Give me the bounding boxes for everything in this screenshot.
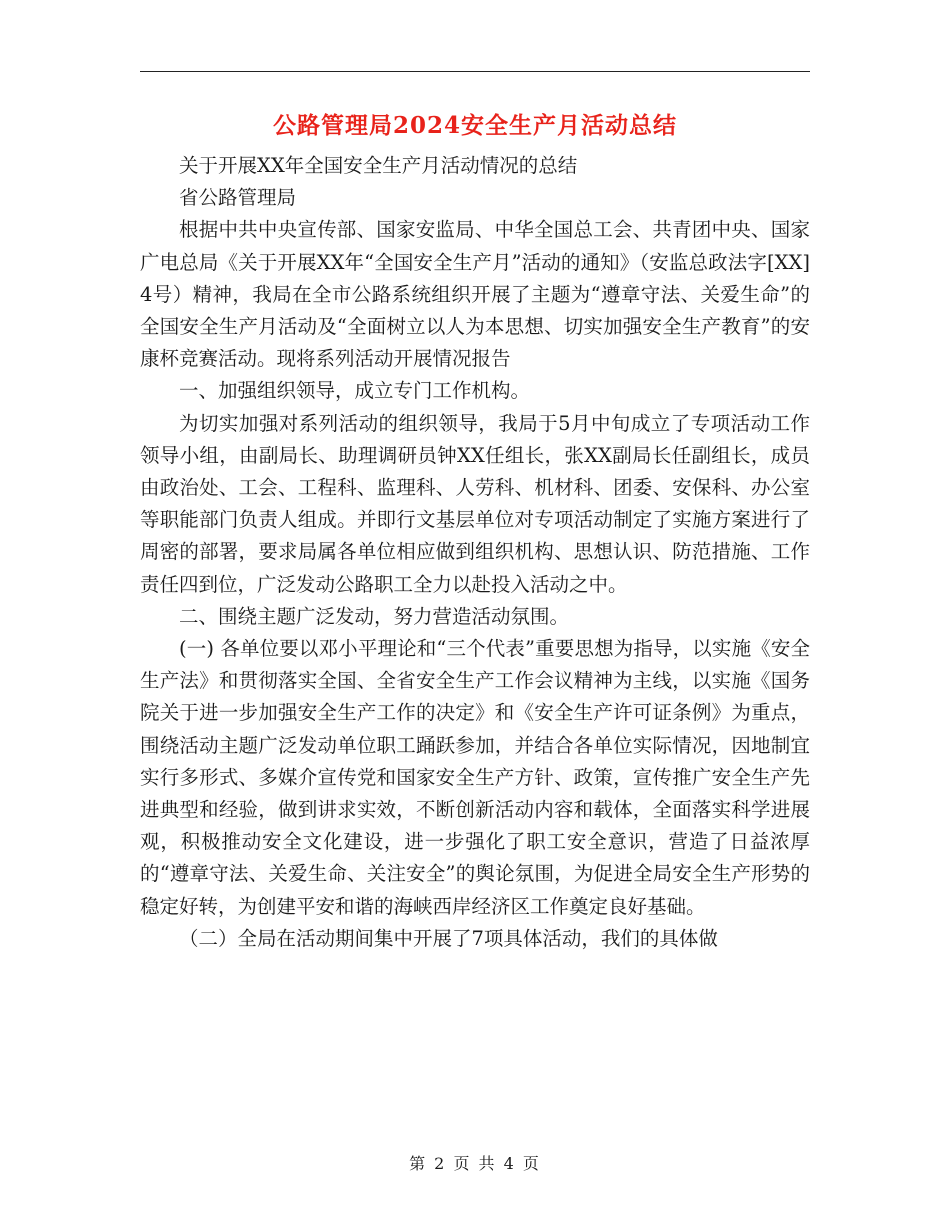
paragraph-section-2-2: （二）全局在活动期间集中开展了7项具体活动，我们的具体做 — [179, 926, 718, 950]
section-heading-1: 一、加强组织领导，成立专门工作机构。 — [179, 379, 531, 403]
document-body — [140, 150, 810, 955]
section-heading-2: 二、围绕主题广泛发动，努力营造活动氛围。 — [179, 604, 570, 628]
header-rule — [140, 71, 810, 72]
paragraph-intro: 根据中共中央宣传部、国家安监局、中华全国总工会、共青团中央、国家广电总局《关于开展XX年“全国安全生产月”活动的通知》（安监总政法字[XX]4号）精神，我局在全市公路系统组织开展了主题为“遵章守法、关爱生命”的全国安全生产月活动及“全面树立以人为本思想、切实加强安全生产教育”的安康杯竞赛活动。现将系列活动开展情况报告 — [140, 218, 810, 371]
paragraph-section-1: 为切实加强对系列活动的组织领导，我局于5月中旬成立了专项活动工作领导小组，由副局长、助理调研员钟XX任组长，张XX副局长任副组长，成员由政治处、工会、工程科、监理科、人劳科、机材科、团委、安保科、办公室等职能部门负责人组成。并即行文基层单位对专项活动制定了实施方案进行了周密的部署，要求局属各单位相应做到组织机构、思想认识、防范措施、工作责任四到位，广泛发动公路职工全力以赴投入活动之中。 — [140, 411, 810, 596]
paragraph-subtitle: 关于开展XX年全国安全生产月活动情况的总结 — [179, 154, 578, 177]
paragraph-section-2-1: (一) 各单位要以邓小平理论和“三个代表”重要思想为指导，以实施《安全生产法》和贯彻落实全国、全省安全生产工作会议精神为主线，以实施《国务院关于进一步加强安全生产工作的决定》和《安全生产许可证条例》为重点，围绕活动主题广泛发动单位职工踊跃参加，并结合各单位实际情况，因地制宜实行多形式、多媒介宣传党和国家安全生产方针、政策，宣传推广安全生产先进典型和经验，做到讲求实效，不断创新活动内容和载体，全面落实科学进展观，积极推动安全文化建设，进一步强化了职工安全意识，营造了日益浓厚的“遵章守法、关爱生命、关注安全”的舆论氛围，为促进全局安全生产形势的稳定好转，为创建平安和谐的海峡西岸经济区工作奠定良好基础。 — [140, 637, 810, 918]
page-number-footer: 第 2 页 共 4 页 — [409, 1154, 541, 1173]
document-title: 公路管理局2024安全生产月活动总结 — [272, 112, 677, 139]
paragraph-issuer: 省公路管理局 — [179, 186, 297, 210]
